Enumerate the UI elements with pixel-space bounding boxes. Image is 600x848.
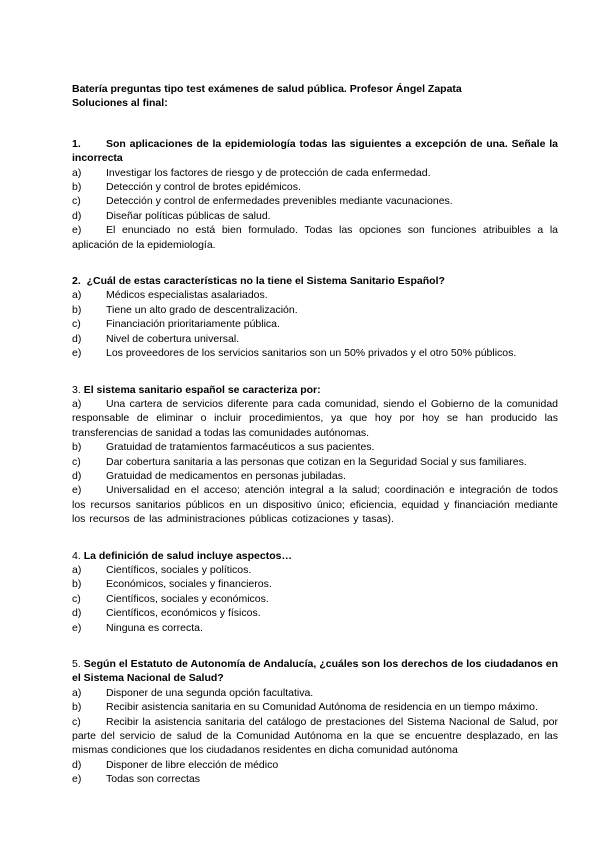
- option-d: d) Científicos, económicos y físicos.: [72, 607, 261, 620]
- question-number: 3.: [72, 383, 81, 396]
- document-page: [72, 82, 558, 787]
- option-e: e) Todas son correctas: [72, 773, 200, 786]
- option-b: b) Gratuidad de tratamientos farmacéuticos a sus pacientes.: [72, 441, 375, 454]
- option-e: e) Ninguna es correcta.: [72, 621, 203, 634]
- question-title: [72, 657, 558, 686]
- question-text: Según el Estatuto de Autonomía de Andalucía, ¿cuáles son los derechos de los ciudadanos en el Sistema Nacional de Salud?: [72, 658, 559, 685]
- option-e: e) El enunciado no está bien formulado. Todas las opciones son funciones atribuibles a la aplicación de la epidemiología.: [72, 224, 558, 251]
- option-c: c) Dar cobertura sanitaria a las personas que cotizan en la Seguridad Social y sus familiares.: [72, 455, 527, 468]
- option-a: a) Médicos especialistas asalariados.: [72, 289, 268, 302]
- document-subtitle: Soluciones al final:: [72, 97, 168, 110]
- option-d: d) Diseñar políticas públicas de salud.: [72, 209, 271, 222]
- question-5: [72, 657, 558, 787]
- question-2: [72, 274, 558, 360]
- option-b: b) Recibir asistencia sanitaria en su Comunidad Autónoma de residencia en un tiempo máximo.: [72, 701, 538, 714]
- question-number: 2.: [72, 275, 81, 288]
- option-c: c) Recibir la asistencia sanitaria del catálogo de prestaciones del Sistema Nacional de Salud, por parte del servicio de salud de la Comunidad Autónoma en la que se encuentre desplazado, en las mismas condiciones que los ciudadanos residentes en dicha comunidad autónoma: [72, 715, 558, 757]
- option-a: a) Disponer de una segunda opción facultativa.: [72, 686, 314, 699]
- question-title: [72, 383, 558, 397]
- option-c: c) Detección y control de enfermedades prevenibles mediante vacunaciones.: [72, 195, 453, 208]
- question-title: [72, 549, 558, 563]
- question-number: 1.: [72, 137, 81, 150]
- question-4: [72, 549, 558, 635]
- option-b: b) Tiene un alto grado de descentralización.: [72, 303, 298, 316]
- option-a: a) Investigar los factores de riesgo y de protección de cada enfermedad.: [72, 166, 431, 179]
- question-3: [72, 383, 558, 527]
- option-b: b) Económicos, sociales y financieros.: [72, 578, 272, 591]
- option-b: b) Detección y control de brotes epidémicos.: [72, 181, 301, 194]
- document-title: Batería preguntas tipo test exámenes de salud pública. Profesor Ángel Zapata: [72, 83, 462, 95]
- question-text: La definición de salud incluye aspectos…: [83, 549, 292, 562]
- option-a: a) Una cartera de servicios diferente para cada comunidad, siendo el Gobierno de la comunidad responsable de eliminar o incluir procedimientos, ya que hoy por hoy se han producido las transferencias de sanidad a todas las comunidades autónomas.: [72, 397, 558, 439]
- question-text: ¿Cuál de estas características no la tiene el Sistema Sanitario Español?: [86, 275, 445, 288]
- option-c: c) Financiación prioritariamente pública.: [72, 318, 280, 331]
- question-title: [72, 274, 558, 288]
- question-number: 5.: [72, 658, 81, 670]
- option-e: e) Los proveedores de los servicios sanitarios son un 50% privados y el otro 50% públicos.: [72, 347, 517, 360]
- option-d: d) Disponer de libre elección de médico: [72, 758, 279, 771]
- question-text: Son aplicaciones de la epidemiología todas las siguientes a excepción de una. Señale la incorrecta: [72, 137, 558, 165]
- question-number: 4.: [72, 549, 81, 562]
- question-1: [72, 137, 558, 252]
- option-c: c) Científicos, sociales y económicos.: [72, 592, 269, 605]
- question-text: El sistema sanitario español se caracteriza por:: [83, 383, 321, 396]
- question-title: [72, 137, 558, 166]
- option-e: e) Universalidad en el acceso; atención integral a la salud; coordinación e integración de todos los recursos sanitarios públicos en un dispositivo único; eficiencia, equidad y financiación mediante los recursos de las administraciones públicas cotizaciones y tasas).: [72, 484, 558, 526]
- option-d: d) Gratuidad de medicamentos en personas jubiladas.: [72, 469, 346, 482]
- option-a: a) Científicos, sociales y políticos.: [72, 563, 252, 576]
- option-d: d) Nivel de cobertura universal.: [72, 332, 240, 345]
